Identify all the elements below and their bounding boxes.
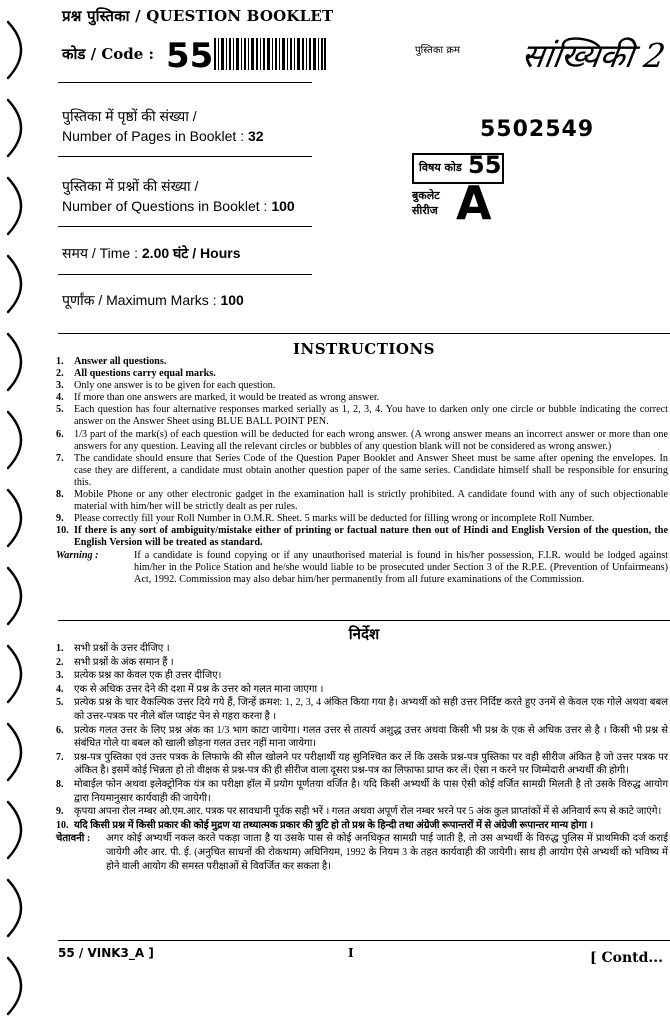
hindi-instructions-heading: निर्देश [348,625,380,643]
instruction-item: 7. The candidate should ensure that Series Code of the Question Paper Booklet and Answer Sheet must be same after opening the envelopes. In case they are different, a candidate must obtain another question paper of the same series. Candidate himself shall be responsible for ensuring this. [56,452,668,488]
instruction-item: 4. If more than one answers are marked, it would be treated as wrong answer. [56,392,380,404]
instruction-item-hi: 9. कृपया अपना रोल नम्बर ओ.एम.आर. पत्रक पर सावधानी पूर्वक सही भरें । गलत अथवा अपूर्ण रोल नम्बर भरने पर 5 अंक कुल प्राप्तांकों में से अनिवार्य रूप से काटे जाएंगे। [56,806,662,818]
divider [58,274,312,275]
pages-value: 32 [248,128,264,144]
marks-field [62,290,244,310]
footer-continued: [ Contd... [590,950,664,966]
instruction-item: 1. Answer all questions. [56,356,167,367]
questions-value: 100 [271,198,295,214]
serial-label: पुस्तिका क्रम [415,45,460,56]
instructions-english [56,356,668,586]
divider [58,226,312,227]
handwritten-subject: सांख्यिकी 2 [519,36,668,75]
instruction-item-hi: 1. सभी प्रश्नों के उत्तर दीजिए । [56,643,170,654]
instruction-item: 8. Mobile Phone or any other electronic gadget in the examination hall is strictly prohibited. A candidate found with any of such objectionable material with him/her will be strictly dealt as per rules. [56,489,668,513]
warning-english [56,550,668,586]
instructions-bottom-rule [58,940,670,941]
warning-label: Warning : [56,549,99,561]
series-letter: A [456,176,492,230]
pages-label-en: Number of Pages in Booklet : [62,128,245,144]
code-label: कोड / Code : [62,45,155,63]
instruction-item-hi: 5. प्रत्येक प्रश्न के चार वैकल्पिक उत्तर दिये गये हैं, जिन्हें क्रमश: 1, 2, 3, 4 अंकित किया गया है। अभ्यर्थी को सही उत्तर निर्दिष्ट करते हुए उनमें से केवल एक गोले अथवा बबल को उत्तर-पत्रक पर नीले बॉल प्वाइंट पेन से गहरा करना है । [56,697,668,722]
questions-label-hi: पुस्तिका में प्रश्नों की संख्या / [62,178,199,194]
binding-marks-icon [0,0,40,1029]
instructions-hindi [56,642,668,873]
instruction-item-hi: 10. यदि किसी प्रश्न में किसी प्रकार की कोई मुद्रण या तथ्यात्मक प्रकार की त्रुटि हो तो प्रश्न के हिन्दी तथा अंग्रेजी रूपान्तरों में से अंग्रेजी रूपान्तर मान्य होगा । [56,819,594,831]
warning-text: If a candidate is found copying or if any unauthorised material is found in his/her possession, F.I.R. would be lodged against him/her in the Police Station and he/she would liable to be prosecuted under Section 3 of the R.P.E. (Prevention of Unfairmeans) Act, 1992. Commission may also debar him/her permanently from all future examinations of the Commission. [134,549,668,585]
warning-label-hi: चेतावनी : [56,833,91,845]
instruction-item: 6. 1/3 part of the mark(s) of each question will be deducted for each wrong answer. (A wrong answer means an incorrect answer or more than one answers for any question. Leaving all the relevant circles or bubbles of any question blank will not be considered as wrong answer.) [56,428,668,452]
warning-hindi [56,832,668,873]
time-value: 2.00 घंटे / Hours [141,245,241,261]
pages-label-hi: पुस्तिका में पृष्ठों की संख्या / [62,108,197,124]
series-label [412,188,440,218]
marks-label: पूर्णांक / Maximum Marks : [62,292,217,308]
time-field [62,243,240,263]
divider [58,156,312,157]
booklet-title: प्रश्न पुस्तिका / QUESTION BOOKLET [62,7,334,25]
footer-booklet-code: 55 / VINK3_A ] [58,946,154,960]
barcode-icon [214,38,326,70]
warning-text-hi: अगर कोई अभ्यर्थी नकल करते पकड़ा जाता है या उसके पास से कोई अनधिकृत सामग्री पाई जाती है, तो उस अभ्यर्थी के विरुद्ध पुलिस में प्राथमिकी दर्ज कराई जायेगी और आर. पी. ई. (अनुचित साधनों की रोकथाम) अधिनियम, 1992 के नियम 3 के तहत कार्यवाही की जायेगी। साथ ही आयोग ऐसे अभ्यर्थी को भविष्य में होने वाली आयोग की समस्त परीक्षाओं से विवर्जित कर सकता है। [106,833,668,872]
series-label-line1: बुकलेट [412,189,440,202]
instruction-item-hi: 4. एक से अधिक उत्तर देने की दशा में प्रश्न के उत्तर को गलत माना जाएगा । [56,683,324,695]
instruction-item: 3. Only one answer is to be given for each question. [56,380,276,392]
binding-margin [0,0,40,1029]
instruction-item: 10. If there is any sort of ambiguity/mistake either of printing or factual nature then out of Hindi and English Version of the question, the English Version will be treated as standard. [56,525,668,549]
booklet-number: 5502549 [480,117,595,142]
divider [58,82,312,83]
questions-field [62,176,295,216]
instruction-item: 2. All questions carry equal marks. [56,368,216,380]
instructions-heading: INSTRUCTIONS [293,340,435,358]
subject-code-value: 55 [468,151,502,179]
instruction-item-hi: 7. प्रश्न-पत्र पुस्तिका एवं उत्तर पत्रक के लिफाफे की सील खोलने पर परीक्षार्थी यह सुनिश्चित कर लें कि उसके प्रश्न-पत्र पुस्तिका पर वही सीरीज अंकित है जो उत्तर पत्रक पर अंकित है। इसमें कोई भिन्नता हो तो वीक्षक से प्रश्न-पत्र की ही सीरीज वाला दूसरा प्रश्न-पत्र का लिफाफा प्राप्त कर लें। ऐसा न करने पर जिम्मेदारी अभ्यर्थी की होगी। [56,751,668,777]
pages-field [62,106,264,146]
subject-code-label: विषय कोड [419,161,462,174]
time-label: समय / Time : [62,245,138,261]
instruction-item-hi: 3. प्रत्येक प्रश्न का केवल एक ही उत्तर दीजिए। [56,670,222,682]
questions-label-en: Number of Questions in Booklet : [62,198,268,214]
instruction-item: 5. Each question has four alternative responses marked serially as 1, 2, 3, 4. You have to darken only one circle or bubble indicating the correct answer on the Answer Sheet using BLUE BALL POINT PEN. [56,404,668,428]
instruction-item: 9. Please correctly fill your Roll Number in O.M.R. Sheet. 5 marks will be deducted for filling wrong or incomplete Roll Number. [56,513,595,525]
code-value: 55 [166,36,214,76]
footer-page-number: I [348,946,354,960]
series-label-line2: सीरीज [412,204,438,217]
instructions-top-rule [58,333,670,334]
instruction-item-hi: 8. मोबाईल फोन अथवा इलेक्ट्रोनिक यंत्र का परीक्षा हॉल में प्रयोग पूर्णतया वर्जित है। यदि किसी अभ्यर्थी के पास ऐसी कोई वर्जित सामग्री मिलती है तो उसके विरुद्ध आयोग द्वारा नियमानुसार कार्यवाही की जायेगी। [56,778,668,804]
instruction-item-hi: 6. प्रत्येक गलत उत्तर के लिए प्रश्न अंक का 1/3 भाग काटा जायेगा। गलत उत्तर से तात्पर्य अशुद्ध उत्तर अथवा किसी भी प्रश्न के एक से अधिक उत्तर से है । किसी भी प्रश्न से संबंधित गोले या बबल को खाली छोड़ना गलत उत्तर नहीं माना जायेगा। [56,724,668,750]
section-divider [58,620,670,621]
instruction-item-hi: 2. सभी प्रश्नों के अंक समान हैं । [56,656,174,668]
marks-value: 100 [220,292,244,308]
